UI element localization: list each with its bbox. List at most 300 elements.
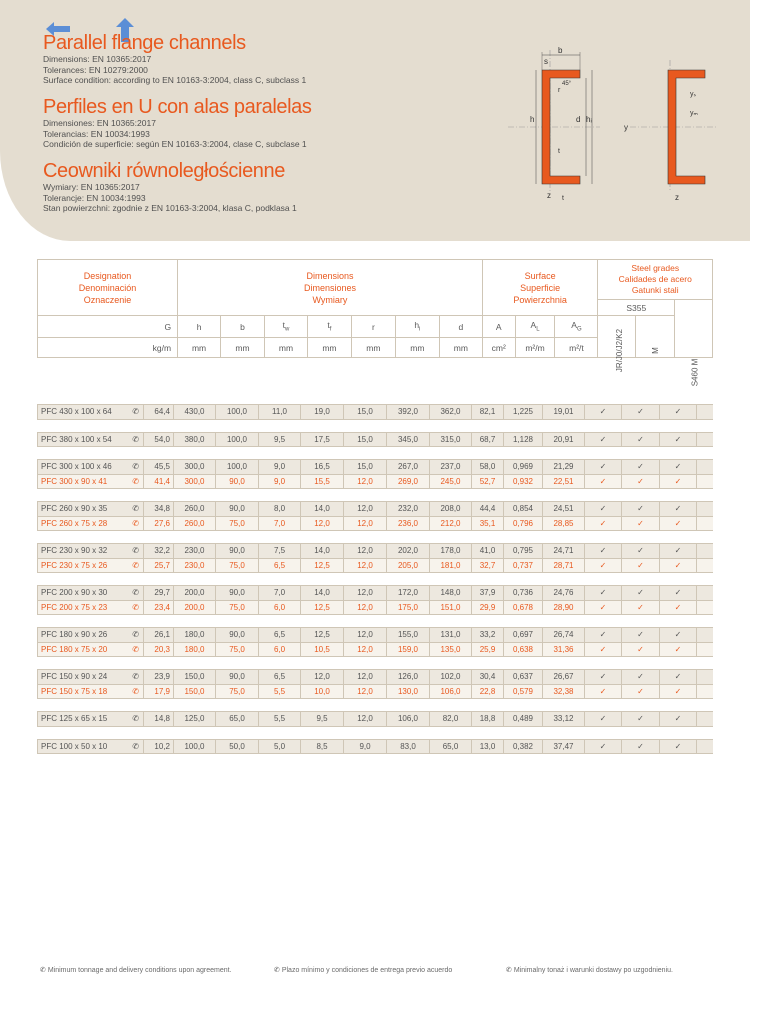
cell-G: 27,6 [144, 517, 174, 531]
cell-s1: ✓ [585, 712, 622, 726]
designation-cell: PFC 230 x 90 x 32 ✆ [37, 544, 144, 558]
cell-AL: 0,638 [504, 643, 543, 657]
unit-hi: mm [395, 338, 439, 358]
cell-s3: ✓ [660, 601, 697, 615]
product-group [37, 669, 713, 699]
cell-h: 230,0 [174, 544, 216, 558]
phone-icon: ✆ [132, 630, 139, 639]
cell-b: 90,0 [216, 670, 259, 684]
product-group [37, 585, 713, 615]
symbol-AL: $A_L$ [515, 316, 555, 338]
cell-tf: 15,5 [301, 475, 344, 489]
cell-hi: 155,0 [387, 628, 430, 642]
cell-h: 230,0 [174, 559, 216, 573]
cell-hi: 175,0 [387, 601, 430, 615]
table-row [37, 517, 713, 532]
cell-A: 35,1 [472, 517, 504, 531]
title-es: Perfiles en U con alas paralelas [43, 96, 312, 118]
cell-r: 12,0 [344, 559, 387, 573]
symbol-G: G [38, 316, 178, 338]
cell-tf: 14,0 [301, 544, 344, 558]
cell-AG: 28,90 [543, 601, 585, 615]
cell-b: 50,0 [216, 740, 259, 754]
cell-A: 68,7 [472, 433, 504, 447]
cell-dd: 148,0 [430, 586, 472, 600]
cell-r: 12,0 [344, 517, 387, 531]
unit-r: mm [351, 338, 395, 358]
cell-hi: 83,0 [387, 740, 430, 754]
cell-r: 12,0 [344, 475, 387, 489]
cell-AG: 26,67 [543, 670, 585, 684]
phone-icon: ✆ [40, 967, 46, 974]
cell-s2: ✓ [622, 586, 660, 600]
phone-icon: ✆ [132, 714, 139, 723]
designation-cell: PFC 150 x 75 x 18 ✆ [37, 685, 144, 699]
designation-cell: PFC 380 x 100 x 54 ✆ [37, 433, 144, 447]
label-tw: t [558, 148, 560, 155]
product-group [37, 711, 713, 727]
cell-h: 260,0 [174, 517, 216, 531]
cell-s3: ✓ [660, 405, 697, 419]
label-z: z [547, 191, 551, 200]
cell-r: 12,0 [344, 628, 387, 642]
cell-tf: 12,5 [301, 628, 344, 642]
cell-dd: 178,0 [430, 544, 472, 558]
cell-AG: 28,85 [543, 517, 585, 531]
cell-s2: ✓ [622, 670, 660, 684]
cell-dd: 65,0 [430, 740, 472, 754]
cell-A: 18,8 [472, 712, 504, 726]
product-group [37, 432, 713, 448]
cell-r: 12,0 [344, 712, 387, 726]
label-ys: yₛ [690, 91, 697, 98]
cell-r: 12,0 [344, 544, 387, 558]
cell-b: 75,0 [216, 559, 259, 573]
label-y: y [624, 123, 628, 132]
dimensions-header: Dimensions Dimensiones Wymiary [178, 260, 483, 316]
cell-r: 9,0 [344, 740, 387, 754]
cell-G: 34,8 [144, 502, 174, 516]
cell-AG: 32,38 [543, 685, 585, 699]
cell-s2: ✓ [622, 643, 660, 657]
cell-h: 200,0 [174, 601, 216, 615]
cell-s2: ✓ [622, 544, 660, 558]
cell-G: 64,4 [144, 405, 174, 419]
unit-tw: mm [265, 338, 308, 358]
label-h: h [530, 115, 535, 124]
cell-G: 10,2 [144, 740, 174, 754]
cell-hi: 232,0 [387, 502, 430, 516]
cell-r: 12,0 [344, 670, 387, 684]
cell-AL: 0,678 [504, 601, 543, 615]
cell-h: 380,0 [174, 433, 216, 447]
product-group [37, 627, 713, 657]
cell-tf: 14,0 [301, 586, 344, 600]
cell-dd: 212,0 [430, 517, 472, 531]
cell-r: 12,0 [344, 643, 387, 657]
cell-s3: ✓ [660, 559, 697, 573]
unit-AL: m²/m [515, 338, 555, 358]
cell-s1: ✓ [585, 740, 622, 754]
cell-A: 30,4 [472, 670, 504, 684]
cell-tf: 12,5 [301, 559, 344, 573]
cell-AG: 31,36 [543, 643, 585, 657]
cell-AG: 24,51 [543, 502, 585, 516]
cell-s2: ✓ [622, 740, 660, 754]
cell-s3: ✓ [660, 544, 697, 558]
table-row [37, 628, 713, 643]
phone-icon: ✆ [132, 434, 139, 444]
symbol-A: A [482, 316, 515, 338]
cell-s1: ✓ [585, 601, 622, 615]
cell-h: 150,0 [174, 685, 216, 699]
cell-A: 32,7 [472, 559, 504, 573]
phone-icon: ✆ [132, 644, 139, 654]
cell-s3: ✓ [660, 460, 697, 474]
cell-s3: ✓ [660, 628, 697, 642]
cell-A: 25,9 [472, 643, 504, 657]
s355-header: S355 [598, 300, 675, 316]
cell-hi: 172,0 [387, 586, 430, 600]
symbol-d: d [439, 316, 482, 338]
cell-s1: ✓ [585, 475, 622, 489]
cell-b: 100,0 [216, 433, 259, 447]
cell-r: 12,0 [344, 586, 387, 600]
cell-tw: 8,0 [259, 502, 301, 516]
cell-s3: ✓ [660, 670, 697, 684]
cell-G: 25,7 [144, 559, 174, 573]
cell-G: 54,0 [144, 433, 174, 447]
cell-hi: 126,0 [387, 670, 430, 684]
cell-AL: 0,854 [504, 502, 543, 516]
title-block-en [43, 32, 306, 86]
cell-s1: ✓ [585, 670, 622, 684]
label-ym: yₘ [690, 110, 698, 117]
cell-s2: ✓ [622, 405, 660, 419]
cell-G: 45,5 [144, 460, 174, 474]
cell-A: 33,2 [472, 628, 504, 642]
symbol-tw: $t_w$ [265, 316, 308, 338]
cell-s3: ✓ [660, 517, 697, 531]
cell-dd: 151,0 [430, 601, 472, 615]
title-en: Parallel flange channels [43, 32, 246, 54]
title-block-pl [43, 160, 297, 214]
title-pl: Ceowniki równoległościenne [43, 160, 285, 182]
cell-h: 300,0 [174, 475, 216, 489]
designation-cell: PFC 200 x 90 x 30 ✆ [37, 586, 144, 600]
grade-m: M [636, 316, 675, 358]
unit-tf: mm [307, 338, 351, 358]
cell-tf: 10,0 [301, 685, 344, 699]
cell-b: 90,0 [216, 502, 259, 516]
unit-G: kg/m [38, 338, 178, 358]
product-group [37, 739, 713, 755]
table-row [37, 740, 713, 755]
cell-s1: ✓ [585, 433, 622, 447]
cell-tw: 6,5 [259, 559, 301, 573]
cell-hi: 236,0 [387, 517, 430, 531]
cell-AG: 24,71 [543, 544, 585, 558]
cell-s2: ✓ [622, 601, 660, 615]
cell-b: 75,0 [216, 517, 259, 531]
cell-s1: ✓ [585, 559, 622, 573]
cell-G: 32,2 [144, 544, 174, 558]
cell-s1: ✓ [585, 544, 622, 558]
cell-s3: ✓ [660, 643, 697, 657]
label-angle: 45° [562, 81, 572, 87]
cell-h: 125,0 [174, 712, 216, 726]
cell-AG: 19,01 [543, 405, 585, 419]
designation-cell: PFC 100 x 50 x 10 ✆ [37, 740, 144, 754]
cell-A: 29,9 [472, 601, 504, 615]
cell-tw: 9,5 [259, 433, 301, 447]
cell-G: 26,1 [144, 628, 174, 642]
cell-dd: 237,0 [430, 460, 472, 474]
cell-A: 22,8 [472, 685, 504, 699]
cell-s3: ✓ [660, 586, 697, 600]
cell-h: 200,0 [174, 586, 216, 600]
cell-dd: 106,0 [430, 685, 472, 699]
cell-AL: 0,969 [504, 460, 543, 474]
footer-note-pl: ✆ Minimalny tonaż i warunki dostawy po uzgodnieniu. [506, 967, 673, 974]
cell-tf: 12,0 [301, 517, 344, 531]
cell-s2: ✓ [622, 460, 660, 474]
cell-hi: 392,0 [387, 405, 430, 419]
cell-s2: ✓ [622, 517, 660, 531]
cell-dd: 131,0 [430, 628, 472, 642]
cell-dd: 135,0 [430, 643, 472, 657]
cell-tf: 14,0 [301, 502, 344, 516]
cell-tw: 7,0 [259, 517, 301, 531]
cell-tw: 6,0 [259, 643, 301, 657]
product-group [37, 501, 713, 531]
cell-tw: 5,5 [259, 712, 301, 726]
cell-s2: ✓ [622, 685, 660, 699]
cell-A: 41,0 [472, 544, 504, 558]
symbol-tf: $t_f$ [307, 316, 351, 338]
label-s: s [544, 57, 548, 66]
phone-icon: ✆ [132, 741, 139, 751]
cell-tf: 10,5 [301, 643, 344, 657]
cell-AL: 0,637 [504, 670, 543, 684]
table-row [37, 685, 713, 700]
product-table-body [37, 404, 713, 766]
product-group [37, 543, 713, 573]
cell-A: 52,7 [472, 475, 504, 489]
cell-AL: 0,489 [504, 712, 543, 726]
unit-h: mm [178, 338, 221, 358]
phone-icon: ✆ [132, 504, 139, 513]
phone-icon: ✆ [132, 560, 139, 570]
grade-s460m: S460 M [690, 358, 700, 387]
cell-AL: 0,737 [504, 559, 543, 573]
phone-icon: ✆ [132, 518, 139, 528]
label-hi: hᵢ [586, 115, 592, 124]
label-z-right: z [675, 193, 679, 202]
cell-tw: 7,5 [259, 544, 301, 558]
cell-dd: 208,0 [430, 502, 472, 516]
table-row [37, 544, 713, 559]
symbol-h: h [178, 316, 221, 338]
cell-b: 90,0 [216, 544, 259, 558]
cell-h: 430,0 [174, 405, 216, 419]
table-row [37, 460, 713, 475]
cell-AL: 0,697 [504, 628, 543, 642]
cell-dd: 102,0 [430, 670, 472, 684]
cell-G: 20,3 [144, 643, 174, 657]
cell-tw: 5,0 [259, 740, 301, 754]
designation-cell: PFC 430 x 100 x 64 ✆ [37, 405, 144, 419]
cell-h: 260,0 [174, 502, 216, 516]
cell-hi: 159,0 [387, 643, 430, 657]
surface-header: Surface Superficie Powierzchnia [482, 260, 598, 316]
table-row [37, 670, 713, 685]
cell-tf: 19,0 [301, 405, 344, 419]
designation-cell: PFC 300 x 90 x 41 ✆ [37, 475, 144, 489]
cell-G: 29,7 [144, 586, 174, 600]
cell-h: 180,0 [174, 643, 216, 657]
designation-cell: PFC 150 x 90 x 24 ✆ [37, 670, 144, 684]
cell-dd: 315,0 [430, 433, 472, 447]
cell-b: 65,0 [216, 712, 259, 726]
cell-tf: 12,5 [301, 601, 344, 615]
cell-s3: ✓ [660, 502, 697, 516]
meta-line: Condición de superficie: según EN 10163-3:2004, clase C, subclase 1 [43, 139, 307, 149]
unit-b: mm [221, 338, 265, 358]
footer-note-en: ✆ Minimum tonnage and delivery conditions upon agreement. [40, 967, 232, 974]
cell-AL: 0,932 [504, 475, 543, 489]
cell-s2: ✓ [622, 712, 660, 726]
cell-s1: ✓ [585, 685, 622, 699]
cell-tw: 5,5 [259, 685, 301, 699]
cell-tw: 6,5 [259, 670, 301, 684]
cell-AG: 33,12 [543, 712, 585, 726]
meta-line: Surface condition: according to EN 10163-3:2004, class C, subclass 1 [43, 75, 307, 85]
designation-cell: PFC 260 x 75 x 28 ✆ [37, 517, 144, 531]
grade-jr: JR/J0/J2/K2 [598, 316, 636, 358]
cell-tf: 9,5 [301, 712, 344, 726]
cell-G: 17,9 [144, 685, 174, 699]
designation-cell: PFC 230 x 75 x 26 ✆ [37, 559, 144, 573]
cell-hi: 202,0 [387, 544, 430, 558]
cell-A: 82,1 [472, 405, 504, 419]
cell-AL: 0,382 [504, 740, 543, 754]
cell-tw: 6,0 [259, 601, 301, 615]
cell-A: 37,9 [472, 586, 504, 600]
steel-grades-header: Steel grades Calidades de acero Gatunki stali [598, 260, 713, 300]
cell-AL: 1,128 [504, 433, 543, 447]
label-d: d [576, 115, 581, 124]
cell-b: 75,0 [216, 643, 259, 657]
meta-line: Tolerancje: EN 10034:1993 [43, 192, 146, 203]
meta-line: Tolerances: EN 10279:2000 [43, 64, 148, 75]
phone-icon: ✆ [132, 588, 139, 597]
cell-s3: ✓ [660, 685, 697, 699]
cell-AG: 28,71 [543, 559, 585, 573]
symbol-hi: $h_i$ [395, 316, 439, 338]
cell-hi: 130,0 [387, 685, 430, 699]
table-row [37, 712, 713, 727]
designation-header: Designation Denominación Oznaczenie [38, 260, 178, 316]
meta-line: Dimensions: EN 10365:2017 [43, 54, 152, 64]
cell-tw: 9,0 [259, 460, 301, 474]
product-group [37, 404, 713, 420]
cell-s2: ✓ [622, 628, 660, 642]
cell-b: 75,0 [216, 685, 259, 699]
cell-tf: 17,5 [301, 433, 344, 447]
cell-AL: 0,796 [504, 517, 543, 531]
cell-dd: 181,0 [430, 559, 472, 573]
meta-line: Stan powierzchni: zgodnie z EN 10163-3:2004, klasa C, podklasa 1 [43, 203, 297, 213]
symbol-AG: $A_G$ [555, 316, 598, 338]
cell-AG: 26,74 [543, 628, 585, 642]
symbol-r: r [351, 316, 395, 338]
table-row [37, 433, 713, 448]
cell-s1: ✓ [585, 628, 622, 642]
channel-section-diagram [500, 40, 720, 210]
phone-icon: ✆ [274, 967, 280, 974]
table-row [37, 502, 713, 517]
table-row [37, 475, 713, 490]
cell-tw: 9,0 [259, 475, 301, 489]
cell-G: 23,4 [144, 601, 174, 615]
designation-cell: PFC 180 x 75 x 20 ✆ [37, 643, 144, 657]
cell-G: 23,9 [144, 670, 174, 684]
cell-s2: ✓ [622, 559, 660, 573]
cell-s3: ✓ [660, 475, 697, 489]
meta-line: Tolerancias: EN 10034:1993 [43, 128, 150, 139]
designation-cell: PFC 300 x 100 x 46 ✆ [37, 460, 144, 474]
designation-cell: PFC 180 x 90 x 26 ✆ [37, 628, 144, 642]
table-row [37, 405, 713, 420]
cell-AL: 0,795 [504, 544, 543, 558]
cell-hi: 269,0 [387, 475, 430, 489]
phone-icon: ✆ [132, 686, 139, 696]
cell-r: 15,0 [344, 433, 387, 447]
phone-icon: ✆ [132, 546, 139, 555]
unit-d: mm [439, 338, 482, 358]
cell-s2: ✓ [622, 502, 660, 516]
cell-s1: ✓ [585, 517, 622, 531]
product-group [37, 459, 713, 489]
cell-h: 300,0 [174, 460, 216, 474]
table-row [37, 601, 713, 616]
cell-s1: ✓ [585, 643, 622, 657]
cell-r: 12,0 [344, 601, 387, 615]
cell-s3: ✓ [660, 433, 697, 447]
cell-AL: 0,736 [504, 586, 543, 600]
cell-tw: 7,0 [259, 586, 301, 600]
cell-hi: 106,0 [387, 712, 430, 726]
cell-s1: ✓ [585, 586, 622, 600]
cell-hi: 345,0 [387, 433, 430, 447]
cell-s2: ✓ [622, 475, 660, 489]
cell-h: 180,0 [174, 628, 216, 642]
cell-b: 100,0 [216, 460, 259, 474]
phone-icon: ✆ [132, 672, 139, 681]
cell-AG: 37,47 [543, 740, 585, 754]
phone-icon: ✆ [132, 407, 139, 416]
cell-AL: 1,225 [504, 405, 543, 419]
designation-cell: PFC 125 x 65 x 15 ✆ [37, 712, 144, 726]
title-block-es [43, 96, 311, 150]
unit-A: cm² [482, 338, 515, 358]
cell-AG: 21,29 [543, 460, 585, 474]
meta-line: Dimensiones: EN 10365:2017 [43, 118, 156, 128]
cell-b: 90,0 [216, 475, 259, 489]
cell-r: 12,0 [344, 502, 387, 516]
cell-tf: 8,5 [301, 740, 344, 754]
